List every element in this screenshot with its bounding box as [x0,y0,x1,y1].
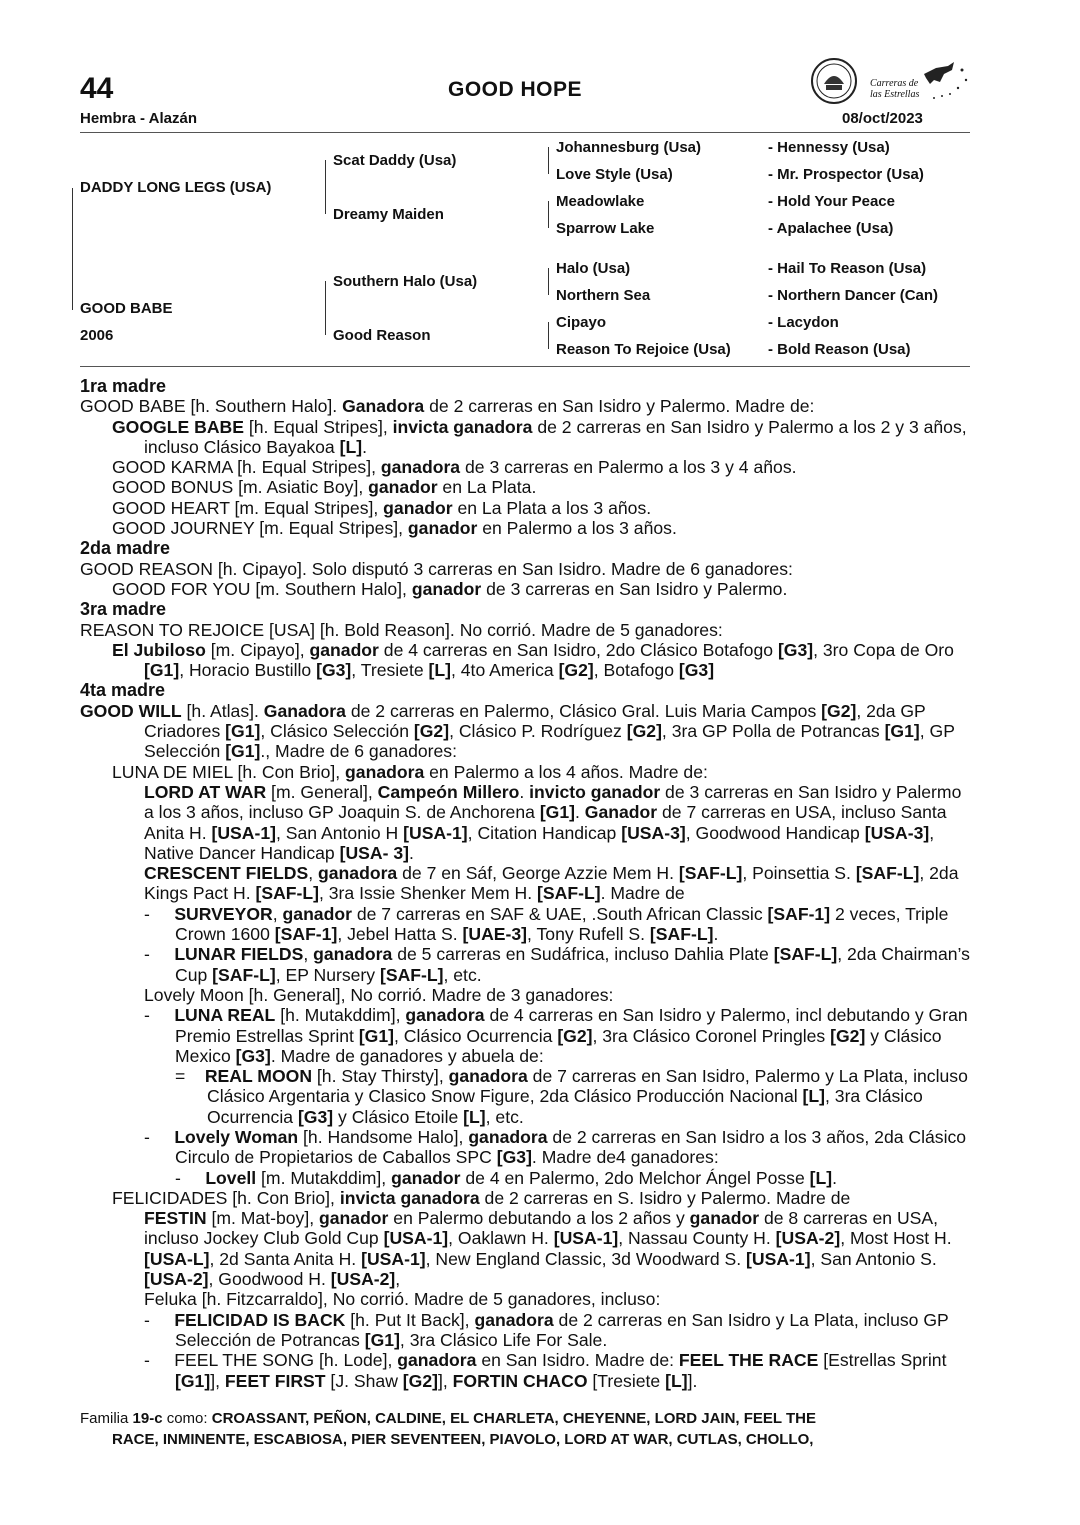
produce-entry: LORD AT WAR [m. General], Campeón Millero. invicto ganador de 3 carreras en San Isidro y Palermo a los 3 años, incluso GP Joaquin S. de Anchorena [G1]. Ganador de 7 carreras en USA, incluso Santa Anita H. [USA-1], San Antonio H [USA-1], Citation Handicap [USA-3], Goodwood Handicap [USA-3], Native Dancer Handicap [USA- 3]. [144,781,962,863]
produce-entry: - Lovely Woman [h. Handsome Halo], ganadora de 2 carreras en San Isidro a los 3 años, 2da Clásico Circulo de Propietarios de Caballos SPC [G3]. Madre de4 ganadores: [144,1126,967,1168]
section-heading: 2da madre [80,538,171,559]
g4-ancestor: - Mr. Prospector (Usa) [768,166,924,183]
breeders-cup-logo [806,56,862,106]
lot-number: 44 [80,72,114,105]
g3-ancestor: Cipayo [556,314,607,331]
family-number: 19-c [132,1410,163,1427]
produce-entry: GOOD KARMA [h. Equal Stripes], ganadora de 3 carreras en Palermo a los 3 y 4 años. [112,457,797,478]
g3-ancestor: Halo (Usa) [556,260,631,277]
family-line [80,1408,970,1429]
top-divider [80,132,970,133]
section-heading: 1ra madre [80,376,167,396]
g4-ancestor: - Lacydon [768,314,839,331]
sire-dam: Dreamy Maiden [333,206,444,223]
produce-entry: - LUNA REAL [h. Mutakddim], ganadora de 4 carreras en San Isidro y Palermo, incl debutando y Gran Premio Estrellas Sprint [G1], Clásico Ocurrencia [G2], 3ra Clásico Coronel Pringles [G2] y Clásico Mexico [G3]. Madre de ganadores y abuela de: [144,1005,968,1066]
g3-ancestor: Love Style (Usa) [556,166,673,183]
produce-entry: El Jubiloso [m. Cipayo], ganador de 4 carreras en San Isidro, 2do Clásico Botafogo [G3], 3ro Copa de Oro [G1], Horacio Bustillo [G3], Tresiete [L], 4to America [G2], Botafogo [G3] [112,639,954,681]
produce-entry: GOOD HEART [m. Equal Stripes], ganador en La Plata a los 3 años. [112,497,652,518]
sire: DADDY LONG LEGS (USA) [80,179,272,196]
family-members: CROASSANT, PEÑON, CALDINE, EL CHARLETA, CHEYENNE, LORD JAIN, FEEL THE [211,1410,816,1427]
produce-entry: CRESCENT FIELDS, ganadora de 7 en Sáf, George Azzie Mem H. [SAF-L], Poinsettia S. [SAF-L], 2da Kings Pact H. [SAF-L], 3ra Issie Shenker Mem H. [SAF-L]. Madre de [144,863,959,904]
g3-ancestor: Meadowlake [556,193,645,210]
g3-ancestor: Reason To Rejoice (Usa) [556,341,731,358]
family-label: Familia [80,1410,129,1427]
produce-entry: Lovely Moon [h. General], No corrió. Madre de 3 ganadores: [144,984,614,1005]
dam: GOOD BABE [80,300,173,317]
produce-entry: - SURVEYOR, ganador de 7 carreras en SAF & UAE, .South African Classic [SAF-1] 2 veces, Triple Crown 1600 [SAF-1], Jebel Hatta S. [UAE-3], Tony Rufell S. [SAF-L]. [144,903,949,945]
g3-ancestor: Sparrow Lake [556,220,655,237]
g4-ancestor: - Hold Your Peace [768,193,895,210]
bracket-gen3c [548,268,549,295]
horse-name: GOOD HOPE [448,78,583,101]
dam-dam: Good Reason [333,327,431,344]
dam-entry: GOOD WILL [h. Atlas]. Ganadora de 2 carreras en Palermo, Clásico Gral. Luis Maria Campos [G2], 2da GP Criadores [G1], Clásico Selección [G2], Clásico P. Rodríguez [G2], 3ra GP Polla de Potrancas [G1], GP Selección [G1]., Madre de 6 ganadores: [80,700,955,762]
sale-date: 08/oct/2023 [842,110,923,127]
dam-sire: Southern Halo (Usa) [333,273,478,290]
produce-entry: - FEEL THE SONG [h. Lode], ganadora en San Isidro. Madre de: FEEL THE RACE [Estrellas Sprint [G1]], FEET FIRST [J. Shaw [G2]], FORTIN CHACO [Tresiete [L]]. [144,1350,947,1391]
dam-entry: GOOD BABE [h. Southern Halo]. Ganadora de 2 carreras en San Isidro y Palermo. Madre de: [80,396,815,417]
bracket-gen3d [548,322,549,349]
section-heading: 3ra madre [80,599,167,620]
produce-entry: LUNA DE MIEL [h. Con Brio], ganadora en Palermo a los 4 años. Madre de: [112,761,708,782]
bracket-gen1 [72,188,73,310]
g3-ancestor: Johannesburg (Usa) [556,139,702,156]
produce-entry: Feluka [h. Fitzcarraldo], No corrió. Madre de 5 ganadores, incluso: [144,1289,661,1310]
sex-color: Hembra - Alazán [80,110,197,127]
produce-record [80,376,970,1391]
produce-entry: GOOGLE BABE [h. Equal Stripes], invicta ganadora de 2 carreras en San Isidro y Palermo a los 2 y 3 años, incluso Clásico Bayakoa [L]. [112,416,967,457]
produce-entry: FELICIDADES [h. Con Brio], invicta ganadora de 2 carreras en S. Isidro y Palermo. Madre de [112,1187,851,1208]
produce-entry: GOOD BONUS [m. Asiatic Boy], ganador en La Plata. [112,477,537,498]
produce-entry: - Lovell [m. Mutakddim], ganador de 4 en Palermo, 2do Melchor Ángel Posse [L]. [175,1167,837,1188]
family-members: RACE, INMINENTE, ESCABIOSA, PIER SEVENTEEN, PIAVOLO, LORD AT WAR, CUTLAS, CHOLLO, [112,1431,814,1448]
section-heading: 4ta madre [80,680,166,701]
bracket-gen3b [548,201,549,228]
produce-entry: FESTIN [m. Mat-boy], ganador en Palermo debutando a los 2 años y ganador de 8 carreras en USA, incluso Jockey Club Gold Cup [USA-1], Oaklawn H. [USA-1], Nassau County H. [USA-2], Most Host H. [USA-L], 2d Santa Anita H. [USA-1], New England Classic, 3d Woodward S. [USA-1], San Antonio S. [USA-2], Goodwood H. [USA-2], [144,1208,952,1290]
g3-ancestor: Northern Sea [556,287,651,304]
logo-text: Carreras de las Estrellas [870,78,920,100]
dam-entry: REASON TO REJOICE [USA] [h. Bold Reason]. No corrió. Madre de 5 ganadores: [80,619,723,640]
produce-entry: - FELICIDAD IS BACK [h. Put It Back], ganadora de 2 carreras en San Isidro y La Plata, incluso GP Selección de Potrancas [G1], 3ra Clásico Life For Sale. [144,1309,949,1350]
g4-ancestor: - Apalachee (Usa) [768,220,894,237]
bracket-gen2a [325,160,326,214]
dam-year: 2006 [80,327,114,344]
bracket-gen2b [325,281,326,335]
sire-sire: Scat Daddy (Usa) [333,152,457,169]
produce-entry: = REAL MOON [h. Stay Thirsty], ganadora de 7 carreras en San Isidro, Palermo y La Plata, incluso Clásico Argentaria y Clasico Snow Figure, 2da Clásico Producción Nacional [L], 3ra Clásico Ocurrencia [G3] y Clásico Etoile [L], etc. [175,1066,968,1127]
family-footer [80,1408,970,1450]
family-como: como: [166,1410,208,1427]
produce-entry: GOOD JOURNEY [m. Equal Stripes], ganador en Palermo a los 3 años. [112,518,677,539]
bracket-gen3a [548,147,549,174]
g4-ancestor: - Hennessy (Usa) [768,139,890,156]
estrellas-logo [864,60,974,104]
produce-entry: - LUNAR FIELDS, ganadora de 5 carreras en Sudáfrica, incluso Dahlia Plate [SAF-L], 2da Chairman’s Cup [SAF-L], EP Nursery [SAF-L], etc. [144,944,970,985]
g4-ancestor: - Northern Dancer (Can) [768,287,939,304]
g4-ancestor: - Bold Reason (Usa) [768,341,911,358]
family-line [80,1429,970,1450]
dam-entry: GOOD REASON [h. Cipayo]. Solo disputó 3 carreras en San Isidro. Madre de 6 ganadores: [80,558,793,579]
g4-ancestor: - Hail To Reason (Usa) [768,260,927,277]
pedigree-divider [80,366,970,367]
produce-entry: GOOD FOR YOU [m. Southern Halo], ganador de 3 carreras en San Isidro y Palermo. [112,578,788,599]
